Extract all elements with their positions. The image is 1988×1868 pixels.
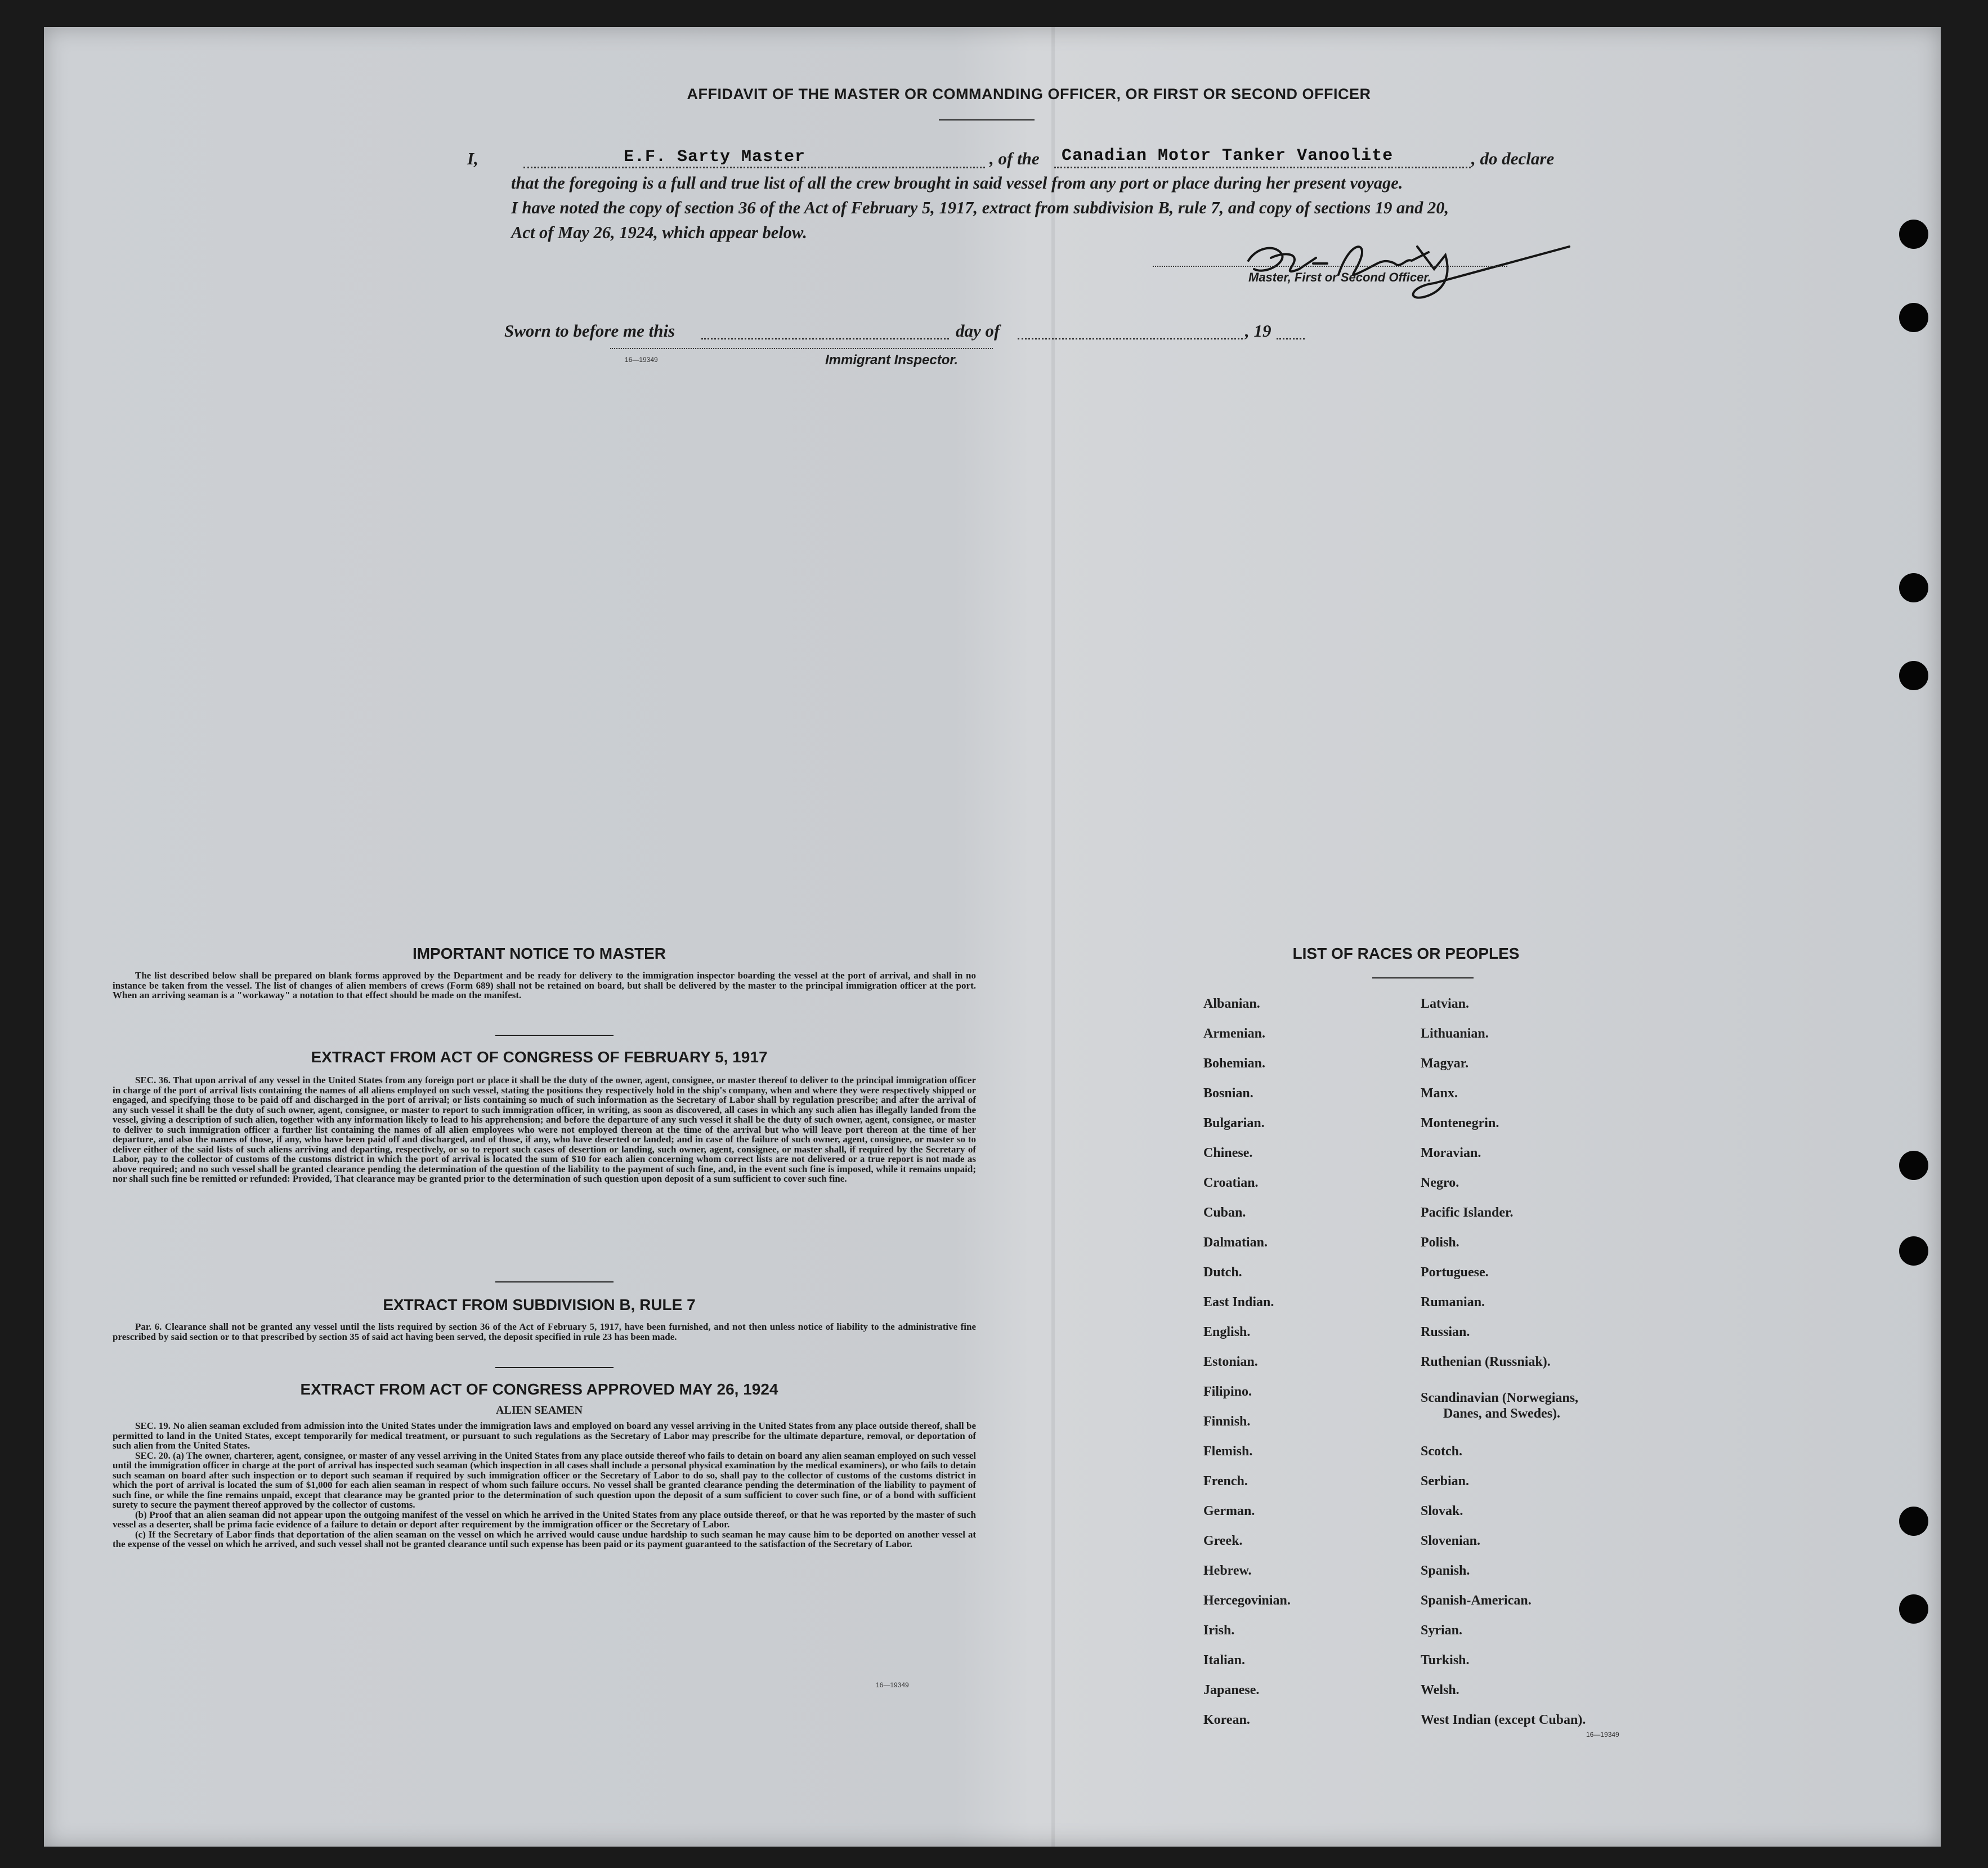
race-item: Moravian.	[1421, 1146, 1481, 1160]
race-item: Pacific Islander.	[1421, 1205, 1514, 1220]
race-item: Scotch.	[1421, 1444, 1462, 1459]
race-item: Rumanian.	[1421, 1295, 1485, 1310]
i-label: I,	[467, 149, 478, 168]
signature-caption: Master, First or Second Officer.	[1248, 270, 1431, 284]
par-6-text: Par. 6. Clearance shall not be granted any vessel until the lists required by section 36 of the Act of February 5, 1917, have been furnished, and not then unless notice of liability to the administrative fine prescribed by said section or to that prescribed by section 35 of said act having been served, the deposit specified in rule 23 has been made.	[113, 1321, 976, 1342]
race-item: Serbian.	[1421, 1474, 1470, 1489]
extract-1917-body	[113, 1075, 976, 1184]
race-item: Filipino.	[1203, 1384, 1252, 1399]
affidavit-line-4: Act of May 26, 1924, which appear below.	[511, 223, 807, 242]
race-item: Estonian.	[1203, 1355, 1258, 1369]
races-form-number: 16—19349	[1586, 1731, 1619, 1739]
race-item-continued: Danes, and Swedes).	[1443, 1406, 1561, 1421]
extract-form-number: 16—19349	[876, 1681, 909, 1689]
race-item: Welsh.	[1421, 1683, 1459, 1697]
punch-hole	[1899, 1151, 1928, 1180]
race-item: Lithuanian.	[1421, 1026, 1489, 1041]
race-item: Hercegovinian.	[1203, 1593, 1291, 1608]
of-the-label: , of the	[989, 149, 1040, 168]
race-item: Finnish.	[1203, 1414, 1251, 1429]
inspector-signature-line[interactable]	[610, 342, 993, 349]
extract-1924-body	[113, 1421, 976, 1549]
race-item: Portuguese.	[1421, 1265, 1489, 1280]
race-item: Manx.	[1421, 1086, 1458, 1101]
race-item: Negro.	[1421, 1176, 1459, 1190]
sworn-month-field[interactable]	[1018, 327, 1243, 339]
race-item: Italian.	[1203, 1653, 1246, 1668]
race-item: Bosnian.	[1203, 1086, 1253, 1101]
races-divider	[1372, 977, 1474, 978]
sec-20c-text: (c) If the Secretary of Labor finds that deportation of the alien seaman on the vessel on which he arrived would cause undue hardship to such seaman he may cause him to be deported on another vessel at the expense of the vessel on which he arrived, and such vessel shall not be granted clearance until such expense has been paid or its payment guaranteed to the satisfaction of the Secretary of Labor.	[113, 1529, 976, 1549]
alien-seamen-subtitle: ALIEN SEAMEN	[496, 1404, 583, 1416]
race-item: Syrian.	[1421, 1623, 1463, 1638]
race-item: West Indian (except Cuban).	[1421, 1713, 1586, 1727]
extract-1917-title: EXTRACT FROM ACT OF CONGRESS OF FEBRUARY 5, 1917	[311, 1048, 768, 1066]
race-item: German.	[1203, 1504, 1255, 1518]
race-item: Albanian.	[1203, 996, 1260, 1011]
declarant-typed: E.F. Sarty Master	[624, 148, 806, 167]
race-item: Japanese.	[1203, 1683, 1260, 1697]
race-item: Dutch.	[1203, 1265, 1242, 1280]
race-item: Magyar.	[1421, 1056, 1469, 1071]
race-item: Greek.	[1203, 1534, 1243, 1548]
race-item: Irish.	[1203, 1623, 1235, 1638]
extract-rule7-body	[113, 1322, 976, 1342]
notice-text: The list described below shall be prepared on blank forms approved by the Department and be ready for delivery to the immigration inspector boarding the vessel at the port of arrival, and shall in no instance be taken from the vessel. The list of changes of alien members of crews (Form 689) shall not be retained on board, but shall be delivered by the master to the principal immigration officer at the port. When an arriving seaman is a "workaway" a notation to that effect should be made on the manifest.	[113, 970, 976, 1000]
race-item: Cuban.	[1203, 1205, 1246, 1220]
sec-36-text: SEC. 36. That upon arrival of any vessel in the United States from any foreign port or place it shall be the duty of the owner, agent, consignee, or master thereof to deliver to the principal immigration officer in charge of the port of arrival lists containing the names of all aliens employed on such vessel, stating the positions they respectively hold in the ship's company, when and where they were respectively shipped or engaged, and specifying those to be paid off and discharged in the port of arrival; or lists containing so much of such information as the Secretary of Labor shall by regulation prescribe; and after the arrival of any such vessel it shall be the duty of such owner, agent, consignee, or master to report to such immigration officer, in writing, as soon as discovered, all cases in which any such alien has illegally landed from the vessel, giving a description of such alien, together with any information likely to lead to his apprehension; and before the departure of any such vessel it shall be the duty of such owner, agent, consignee, or master to deliver to such immigration officer a further list containing the names of all alien employees who were not employed thereon at the time of the arrival but who will leave port thereon at the time of her departure, and also the names of those, if any, who have been paid off and discharged, and of those, if any, who have deserted or landed; and in case of the failure of such owner, agent, consignee, or master so to deliver either of the said lists of such aliens arriving and departing, respectively, or so to report such cases of desertion or landing, such owner, agent, consignee, or master shall, if required by the Secretary of Labor, pay to the collector of customs of the customs district in which the port of arrival is located the sum of $10 for each alien concerning whom correct lists are not delivered or a true report is not made as above required; and no such vessel shall be granted clearance pending the determination of the question of the liability to the payment of such fine, and, in the event such fine is imposed, while it remains unpaid; nor shall such fine be remitted or refunded: Provided, That clearance may be granted prior to the determination of such question upon deposit of a sum sufficient to cover such fine.	[113, 1075, 976, 1184]
race-item: Slovenian.	[1421, 1534, 1481, 1548]
year-label: , 19	[1245, 321, 1271, 341]
races-title: LIST OF RACES OR PEOPLES	[1292, 945, 1520, 962]
notice-title: IMPORTANT NOTICE TO MASTER	[412, 945, 666, 962]
punch-hole	[1899, 220, 1928, 249]
extract-rule7-title: EXTRACT FROM SUBDIVISION B, RULE 7	[383, 1296, 696, 1313]
sec-20a-text: SEC. 20. (a) The owner, charterer, agent, consignee, or master of any vessel arriving in the United States from any place outside thereof who fails to detain on board any alien seaman employed on such vessel until the immigration officer in charge at the port of arrival has inspected such seaman (which inspection in all cases shall include a personal physical examination by the medical examiners), or who fails to detain such seaman on board after such inspection or to deport such seaman if required by such immigration officer or the Secretary of Labor to do so, shall pay to the collector of customs of the customs district in which the port of arrival is located the sum of $1,000 for each alien seaman in respect of whom such failure occurs. No vessel shall be granted clearance pending the determination of the liability to payment of such fine, or while the fine remains unpaid, except that clearance may be granted prior to the determination of such question upon the deposit of a sum sufficient to cover such fine, or of a bond with sufficient surety to secure the payment thereof approved by the collector of customs.	[113, 1450, 976, 1510]
extract-1924-title: EXTRACT FROM ACT OF CONGRESS APPROVED MAY 26, 1924	[300, 1380, 778, 1398]
vessel-typed: Canadian Motor Tanker Vanoolite	[1062, 146, 1394, 166]
sworn-day-field[interactable]	[701, 327, 949, 339]
race-item: Spanish-American.	[1421, 1593, 1532, 1608]
race-item: English.	[1203, 1325, 1251, 1339]
punch-hole	[1899, 303, 1928, 332]
punch-hole	[1899, 1236, 1928, 1266]
section-divider	[495, 1281, 614, 1282]
punch-hole	[1899, 1594, 1928, 1624]
punch-hole	[1899, 1507, 1928, 1536]
race-item: French.	[1203, 1474, 1248, 1489]
fold-crease	[1051, 27, 1055, 1847]
sworn-year-field[interactable]	[1277, 327, 1305, 339]
race-item: Croatian.	[1203, 1176, 1259, 1190]
race-item: Turkish.	[1421, 1653, 1470, 1668]
race-item: Armenian.	[1203, 1026, 1265, 1041]
affidavit-line-3: I have noted the copy of section 36 of the Act of February 5, 1917, extract from subdivision B, rule 7, and copy of sections 19 and 20,	[511, 198, 1449, 217]
punch-hole	[1899, 661, 1928, 690]
race-item: Dalmatian.	[1203, 1235, 1268, 1250]
race-item: Korean.	[1203, 1713, 1250, 1727]
notice-body	[113, 971, 976, 1000]
title-divider	[939, 119, 1035, 120]
race-item: Scandinavian (Norwegians,	[1421, 1391, 1579, 1405]
race-item: Chinese.	[1203, 1146, 1253, 1160]
race-item: Flemish.	[1203, 1444, 1253, 1459]
sec-19-text: SEC. 19. No alien seaman excluded from admission into the United States under the immigration laws and employed on board any vessel arriving in the United States from any place outside thereof, shall be permitted to land in the United States, except temporarily for medical treatment, or pursuant to such regulations as the Secretary of Labor may prescribe for the ultimate departure, removal, or deportation of such alien from the United States.	[113, 1420, 976, 1451]
race-item: Ruthenian (Russniak).	[1421, 1355, 1551, 1369]
race-item: Latvian.	[1421, 996, 1470, 1011]
race-item: Polish.	[1421, 1235, 1459, 1250]
section-divider	[495, 1367, 614, 1368]
race-item: Bulgarian.	[1203, 1116, 1265, 1130]
race-item: Slovak.	[1421, 1504, 1463, 1518]
affidavit-line-2: that the foregoing is a full and true list of all the crew brought in said vessel from any port or place during her present voyage.	[511, 173, 1403, 193]
race-item: Montenegrin.	[1421, 1116, 1499, 1130]
day-of-label: day of	[956, 321, 1000, 341]
sworn-label: Sworn to before me this	[504, 321, 675, 341]
race-item: Bohemian.	[1203, 1056, 1266, 1071]
do-declare-label: , do declare	[1471, 149, 1555, 168]
signature-line	[1153, 260, 1507, 267]
affidavit-title: AFFIDAVIT OF THE MASTER OR COMMANDING OFFICER, OR FIRST OR SECOND OFFICER	[687, 86, 1371, 102]
race-item: Hebrew.	[1203, 1563, 1252, 1578]
section-divider	[495, 1035, 614, 1036]
affidavit-form-number: 16—19349	[625, 356, 658, 364]
sec-20b-text: (b) Proof that an alien seaman did not appear upon the outgoing manifest of the vessel on which he arrived in the United States from any place outside thereof, or that he was reported by the master of such vessel as a deserter, shall be prima facie evidence of a failure to detain or deport after requirement by the immigration officer or the Secretary of Labor.	[113, 1509, 976, 1530]
race-item: Spanish.	[1421, 1563, 1470, 1578]
document-page	[44, 27, 1941, 1847]
race-item: East Indian.	[1203, 1295, 1274, 1310]
inspector-caption: Immigrant Inspector.	[825, 352, 959, 368]
punch-hole	[1899, 573, 1928, 602]
race-item: Russian.	[1421, 1325, 1470, 1339]
